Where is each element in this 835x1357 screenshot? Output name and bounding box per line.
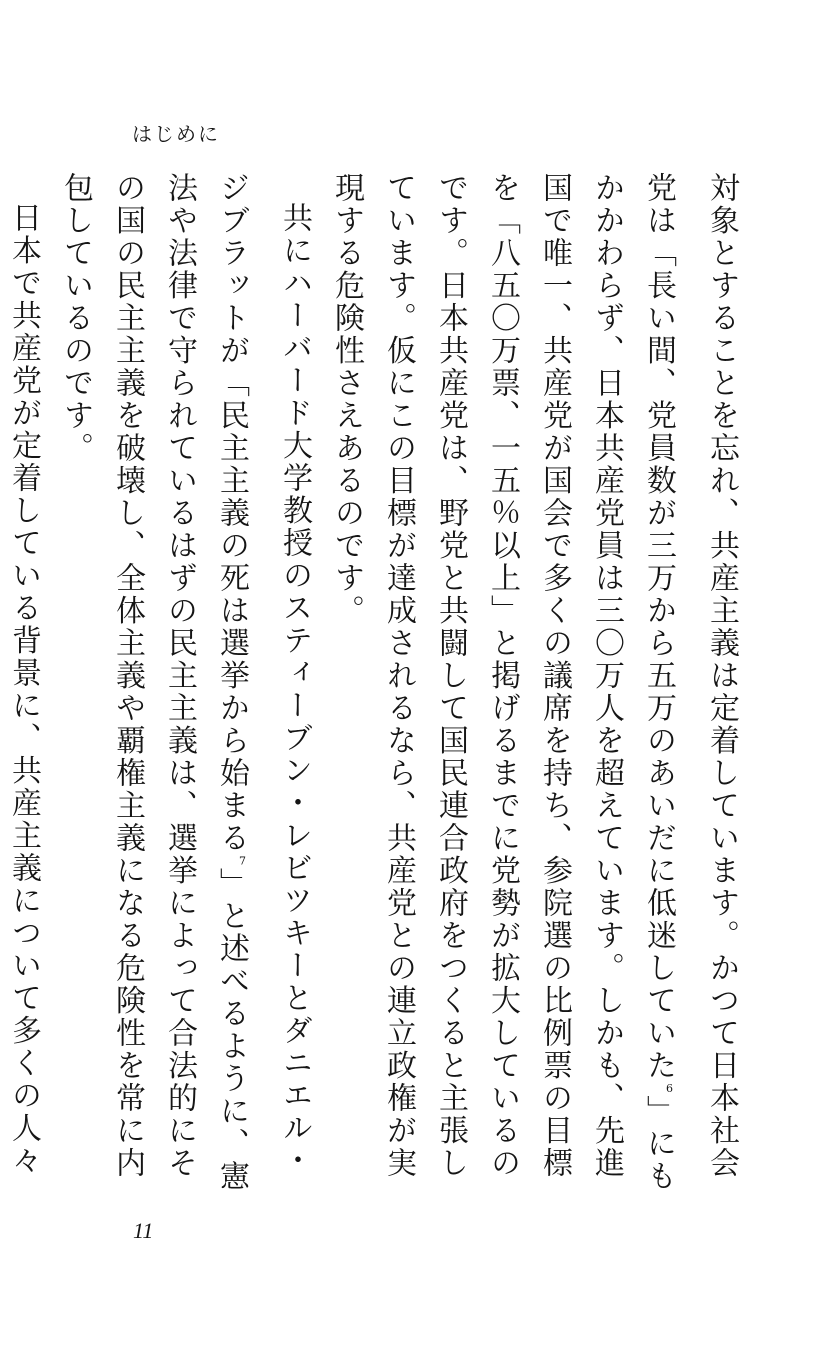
page-number: 11 — [133, 1218, 154, 1243]
running-head: はじめに — [132, 122, 220, 146]
footnote-ref: 6 — [663, 1082, 676, 1095]
paragraph-text: 」にもかかわらず、日本共産党員は三〇万人を超えています。しかも、先進国で唯一、共産党が国会で多くの議席を持ち、参院選の比例票の目標を「八五〇万票、一五％以上」と掲げるまでに党勢が拡大しているのです。日本共産党は、野党と共闘して国民連合政府をつくると主張しています。仮にこの目標が達成されるなら、共産党との連立政権が実現する危険性さえあるのです。 — [329, 172, 676, 1193]
paragraph-text: 共にハーバード大学教授のスティーブン・レビツキーとダニエル・ジブラットが「民主主義の死は選挙から始まる — [214, 172, 312, 1177]
paragraph — [0, 172, 49, 1207]
paragraph — [49, 172, 320, 1207]
paragraph-text: 」と述べるように、憲法や法律で守られているはずの民主主義は、選挙によって合法的にその国の民主主義を破壊し、全体主義や覇権主義になる危険性を常に内包しているのです。 — [58, 172, 249, 1193]
vertical-text-body — [6, 172, 747, 1207]
footnote-ref: 7 — [236, 854, 249, 868]
paragraph-text: 日本で共産党が定着している背景に、共産主義について多くの人々 — [6, 202, 41, 1177]
paragraph — [320, 172, 747, 1207]
paragraph-text: 対象とすることを忘れ、共産主義は定着しています。かつて日本社会党は「長い間、党員数が三万から五万のあいだに低迷していた — [641, 172, 739, 1180]
